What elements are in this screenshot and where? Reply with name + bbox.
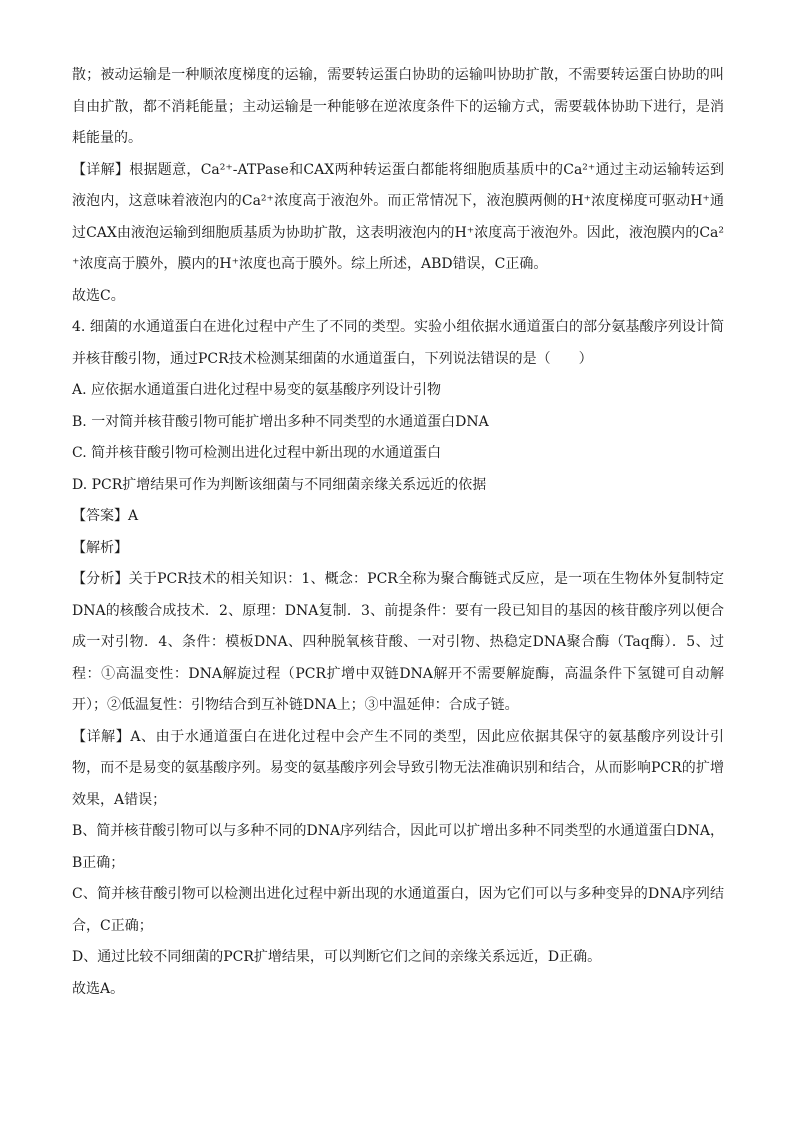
document-page <box>72 60 724 1005</box>
option-c: C. 简并核苷酸引物可检测出进化过程中新出现的水通道蛋白 <box>72 445 442 461</box>
option-a: A. 应依据水通道蛋白进化过程中易变的氨基酸序列设计引物 <box>72 382 442 398</box>
paragraph-q3-detail: 【详解】根据题意，Ca²⁺-ATPase和CAX两种转运蛋白都能将细胞质基质中的Ca²⁺通过主动运输转运到液泡内，这意味着液泡内的Ca²⁺浓度高于液泡外。而正常情况下，液泡膜两侧的H⁺浓度梯度可驱动H⁺通过CAX由液泡运输到细胞质基质为协助扩散，这表明液泡内的H⁺浓度高于液泡外。因此，液泡膜内的Ca²⁺浓度高于膜外，膜内的H⁺浓度也高于膜外。综上所述，ABD错误，C正确。 <box>72 161 724 272</box>
analysis-paragraph: 【分析】关于PCR技术的相关知识：1、概念：PCR全称为聚合酶链式反应，是一项在生物体外复制特定DNA的核酸合成技术．2、原理：DNA复制．3、前提条件：要有一段已知目的基因的核苷酸序列以便合成一对引物．4、条件：模板DNA、四种脱氧核苷酸、一对引物、热稳定DNA聚合酶（Taq酶）．5、过程：①高温变性：DNA解旋过程（PCR扩增中双链DNA解开不需要解旋酶，高温条件下氢键可自动解开）；②低温复性：引物结合到互补链DNA上；③中温延伸：合成子链。 <box>72 571 724 713</box>
option-d: D. PCR扩增结果可作为判断该细菌与不同细菌亲缘关系远近的依据 <box>72 476 487 493</box>
detail-paragraph-a: 【详解】A、由于水通道蛋白在进化过程中会产生不同的类型，因此应依据其保守的氨基酸序列设计引物，而不是易变的氨基酸序列。易变的氨基酸序列会导致引物无法准确识别和结合，从而影响PCR的扩增效果，A错误； <box>72 728 724 808</box>
detail-paragraph-d: D、通过比较不同细菌的PCR扩增结果，可以判断它们之间的亲缘关系远近，D正确。 <box>72 949 602 965</box>
option-b: B. 一对简并核苷酸引物可能扩增出多种不同类型的水通道蛋白DNA <box>72 413 489 430</box>
question-4-stem: 4. 细菌的水通道蛋白在进化过程中产生了不同的类型。实验小组依据水通道蛋白的部分氨基酸序列设计简并核苷酸引物，通过PCR技术检测某细菌的水通道蛋白，下列说法错误的是（ ） <box>72 319 724 367</box>
paragraph-prev-analysis-end: 散；被动运输是一种顺浓度梯度的运输，需要转运蛋白协助的运输叫协助扩散，不需要转运蛋白协助的叫自由扩散，都不消耗能量；主动运输是一种能够在逆浓度条件下的运输方式，需要载体协助下进行，是消耗能量的。 <box>72 67 724 146</box>
final-choice: 故选A。 <box>72 980 125 997</box>
analysis-heading: 【解析】 <box>72 539 128 556</box>
detail-paragraph-c: C、简并核苷酸引物可以检测出进化过程中新出现的水通道蛋白，因为它们可以与多种变异的DNA序列结合，C正确； <box>72 886 724 934</box>
paragraph-q3-choice: 故选C。 <box>72 287 125 304</box>
answer-label: 【答案】A <box>72 508 139 524</box>
detail-paragraph-b: B、简并核苷酸引物可以与多种不同的DNA序列结合，因此可以扩增出多种不同类型的水通道蛋白DNA，B正确； <box>72 823 724 871</box>
